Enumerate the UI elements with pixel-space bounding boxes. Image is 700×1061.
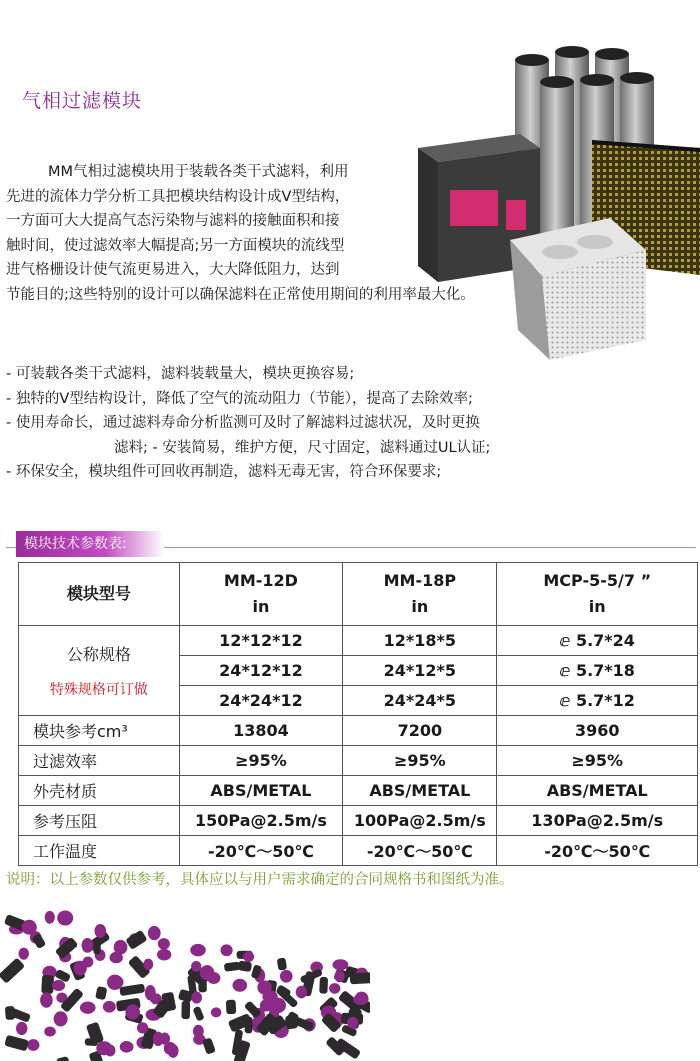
table-row [19,626,698,716]
pellet-dark [292,1016,314,1031]
pellet-purple [22,920,37,935]
pellet-dark [95,986,107,1000]
size-value: 24*24*12 [219,691,303,710]
pellet-purple [243,951,254,962]
pellet-dark [181,1001,190,1019]
table-row [19,806,698,836]
pellet-purple [125,1004,140,1019]
pellet-purple [148,926,161,940]
model-header [179,563,343,626]
intro-paragraph [6,160,475,307]
size-cell [343,626,497,716]
feature-item: 滤料; - 安装简易，维护方便，尺寸固定，滤料通过UL认证; [114,439,491,456]
pellet-purple [262,990,277,1003]
pellet-dark [125,930,147,950]
pellet-purple [19,948,29,960]
size-value: 12*18*5 [343,626,496,656]
intro-line: 先进的流体力学分析工具把模块结构设计成V型结构， [6,188,350,205]
feature-item: - 独特的V型结构设计，降低了空气的流动阻力（节能），提高了去除效率; [6,390,473,407]
table-cell: ABS/METAL [343,776,497,806]
intro-line: 节能目的;这些特别的设计可以确保滤料在正常使用期间的利用率最大化。 [6,286,475,303]
pellet-purple [157,949,171,961]
pellet-purple [16,1022,27,1035]
pellet-purple [158,938,170,949]
pellet-purple [80,1002,96,1014]
pellet-purple [334,970,344,982]
model-unit: in [411,597,429,616]
pellet-dark [226,1000,237,1015]
pellet-purple [44,1027,56,1037]
model-name: MCP-5-5/7 ” [543,571,652,590]
pellet-purple [353,994,368,1005]
feature-item: - 使用寿命长，通过滤料寿命分析监测可及时了解滤料过滤状况，及时更换 [6,415,480,431]
row-label: 模块参考cm³ [19,716,180,746]
pellet-dark [93,939,101,955]
pellet-purple [120,1041,134,1053]
row-label: 外壳材质 [19,776,180,806]
table-row [19,836,698,866]
intro-line: MM气相过滤模块用于装载各类干式滤料，利用 [48,164,349,180]
pellet-dark [41,975,54,994]
pellet-dark [0,957,25,983]
spec-table [18,562,698,866]
pellet-purple [168,1044,179,1058]
pellet-dark [8,1007,31,1023]
pellet-purple [296,986,308,999]
pellet-dark [319,977,328,994]
pellet-purple [191,992,202,1004]
pellet-purple [143,959,153,970]
pellet-dark [277,958,287,971]
pellet-purple [40,992,53,1008]
intro-line: 进气格栅设计使气流更易进入，大大降低阻力，达到 [6,262,340,278]
pellet-purple [73,961,86,976]
header-label: 模块型号 [19,563,180,626]
pellet-dark [192,1006,204,1022]
model-unit: in [252,597,270,616]
pellet-purple [137,1022,148,1033]
table-cell: ≥95% [179,746,343,776]
feature-item: - 可装载各类干式滤料，滤料装载量大，模块更换容易; [6,366,355,382]
model-name: MM-12D [223,571,298,590]
pellet-purple [232,979,247,992]
table-row [19,776,698,806]
pellet-purple [105,1045,116,1057]
row-label: 工作温度 [19,836,180,866]
pellet-purple [220,944,232,956]
pellet-purple [332,959,348,970]
pellet-dark [224,962,241,972]
pellet-purple [54,1011,68,1026]
table-cell: -20℃～50℃ [179,836,343,866]
pellet-purple [211,1007,222,1017]
model-name: MM-18P [383,571,457,590]
size-value: ⅇ 5.7*12 [559,691,635,710]
model-header [497,563,698,626]
row-label: 过滤效率 [19,746,180,776]
size-label-cell [19,626,180,716]
table-cell: ABS/METAL [497,776,698,806]
size-value: ⅇ 5.7*24 [497,626,697,656]
section-badge: 模块技术参数表: [16,531,164,557]
custom-size-note: 特殊规格可订做 [49,682,148,698]
activated-carbon-pellets-image [0,892,370,1061]
table-cell: ≥95% [343,746,497,776]
pellet-purple [280,970,293,983]
pellet-dark [119,984,145,997]
intro-line: 一方面可大大提高气态污染物与滤料的接触面积和接 [6,213,340,229]
pellet-purple [347,1017,358,1029]
pellet-purple [82,938,94,953]
pellet-purple [27,1039,39,1051]
table-cell: 130Pa@2.5m/s [497,806,698,836]
pellet-purple [145,985,156,1000]
pellet-purple [57,910,73,925]
pellet-purple [329,983,340,994]
size-value: 24*12*5 [343,656,496,686]
page-title: 气相过滤模块 [22,90,143,112]
size-cell [179,626,343,716]
pellet-purple [94,924,106,938]
table-cell: -20℃～50℃ [343,836,497,866]
pellet-dark [202,1037,216,1054]
pellet-purple [52,980,65,991]
intro-line: 触时间，使过滤效率大幅提高;另一方面模块的流线型 [6,237,345,254]
pellet-purple [109,952,122,963]
pellet-dark [350,972,370,984]
pellet-purple [45,911,55,924]
table-row [19,716,698,746]
pellet-purple [103,1001,116,1013]
table-cell: -20℃～50℃ [497,836,698,866]
size-label: 公称规格 [66,645,131,664]
pellet-purple [207,972,220,984]
table-cell: ≥95% [497,746,698,776]
feature-list [6,362,566,485]
pellet-purple [153,1032,164,1047]
disclaimer-note: 说明：以上参数仅供参考，具体应以与用户需求确定的合同规格书和图纸为准。 [6,872,514,888]
table-row [19,746,698,776]
size-value: ⅇ 5.7*18 [497,656,697,686]
size-value: 24*24*5 [383,691,457,710]
table-cell: 7200 [343,716,497,746]
pellet-dark [4,1035,29,1052]
table-cell: 100Pa@2.5m/s [343,806,497,836]
pellet-purple [190,944,206,956]
pellet-purple [191,961,201,972]
size-value: 24*12*12 [180,656,343,686]
filter-module-product-image [410,30,700,370]
model-unit: in [588,597,606,616]
pellet-dark [56,1056,71,1061]
row-label: 参考压阻 [19,806,180,836]
table-cell: 150Pa@2.5m/s [179,806,343,836]
feature-item: - 环保安全，模块组件可回收再制造，滤料无毒无害，符合环保要求; [6,464,442,480]
table-cell: 13804 [179,716,343,746]
size-value: 12*12*12 [180,626,343,656]
size-cell [497,626,698,716]
pellet-purple [110,976,123,989]
table-header-row [19,563,698,626]
table-cell: 3960 [497,716,698,746]
model-header [343,563,497,626]
table-cell: ABS/METAL [179,776,343,806]
